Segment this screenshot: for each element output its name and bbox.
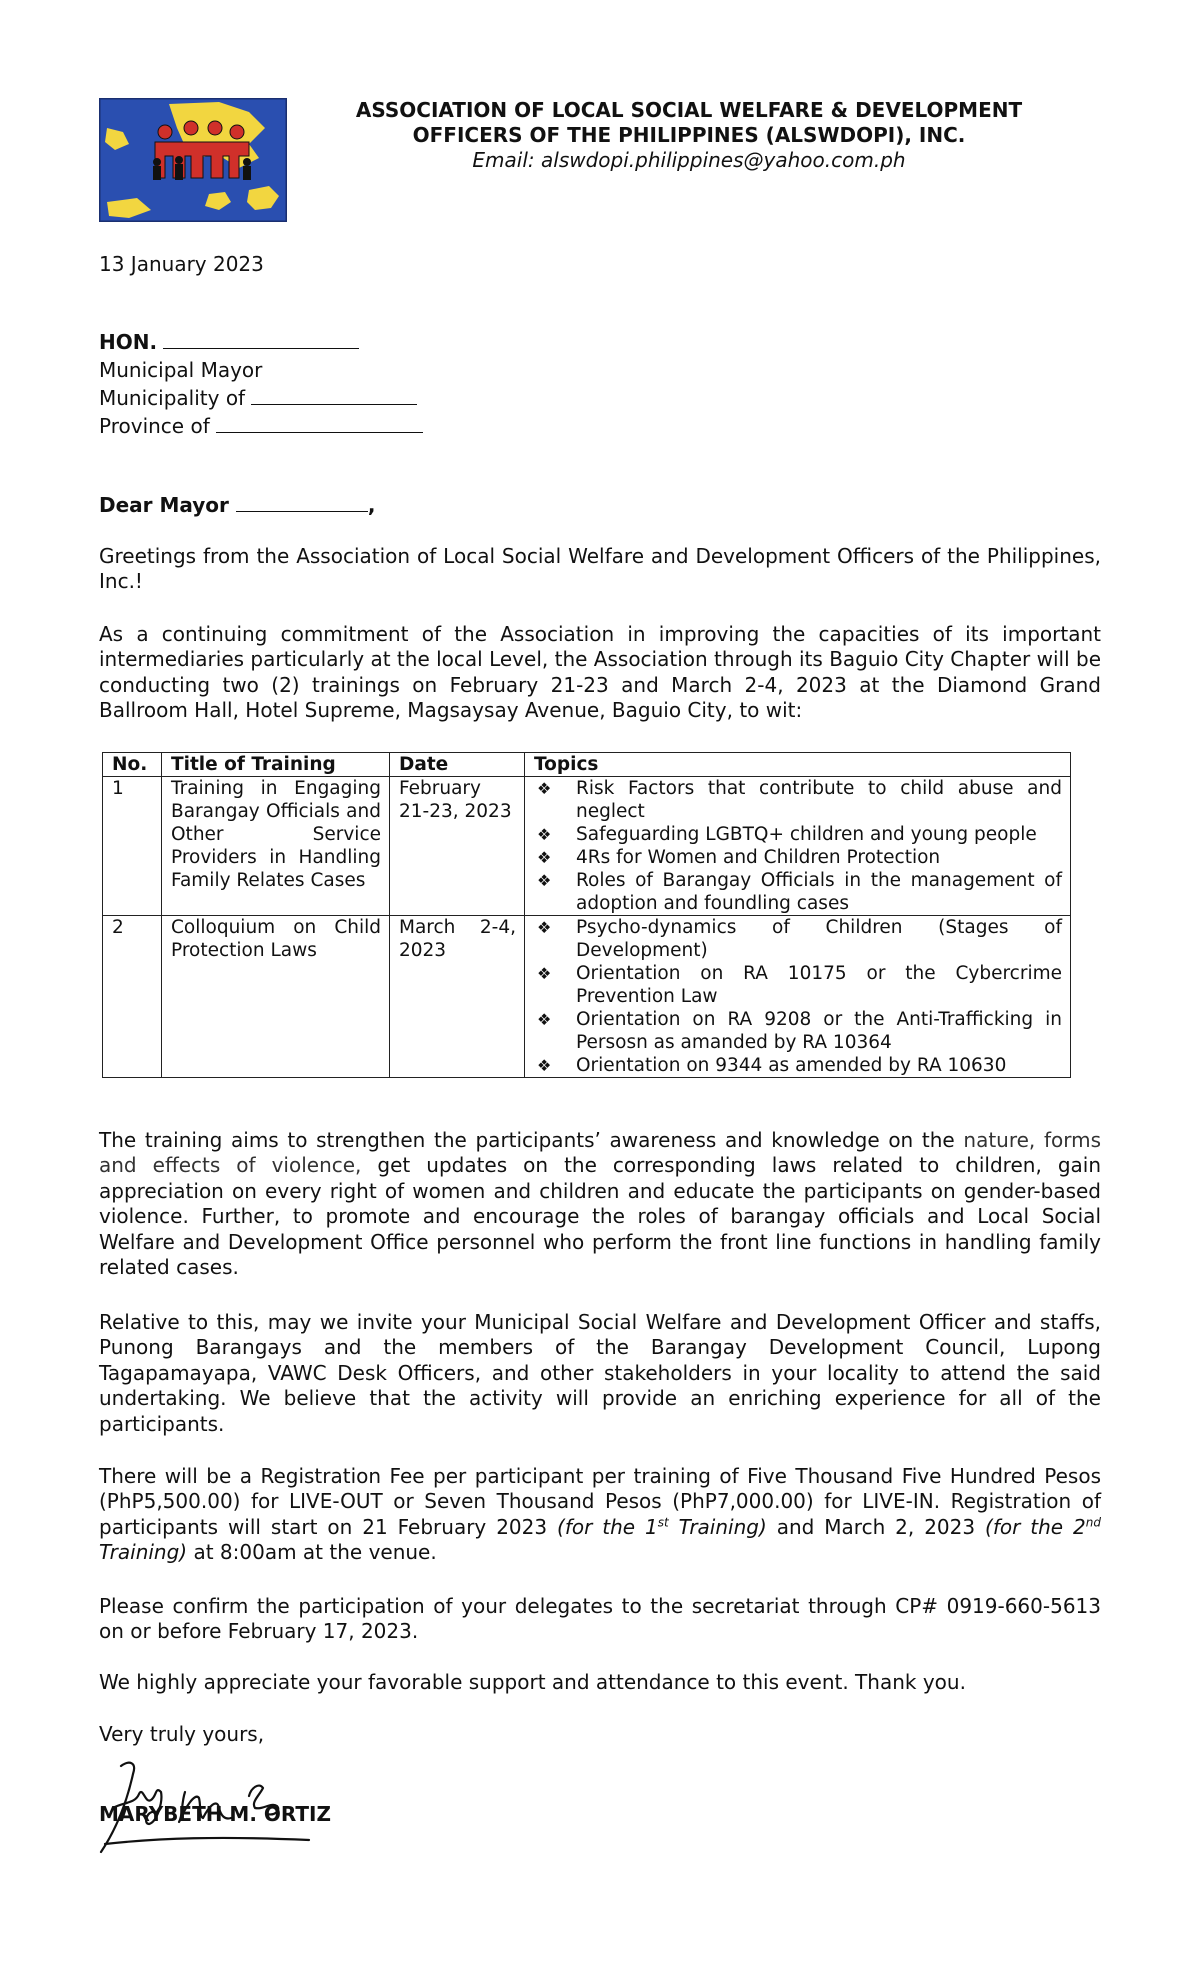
addressee-province-line xyxy=(99,412,423,440)
organization-email: Email: alswdopi.philippines@yahoo.com.ph xyxy=(472,148,906,172)
province-label: Province of xyxy=(99,414,210,438)
confirm-paragraph: Please confirm the participation of your delegates to the secretariat through CP# 0919-660-5613 on or before February 17, 2023. xyxy=(99,1594,1101,1644)
letterhead xyxy=(99,98,1101,224)
municipality-label: Municipality of xyxy=(99,386,246,410)
addressee-hon-line xyxy=(99,328,423,356)
table-row xyxy=(103,916,1071,1078)
topic-item: ❖ Orientation on 9344 as amended by RA 10630 xyxy=(534,1054,1062,1077)
hon-name-blank xyxy=(163,329,359,349)
row-title: Colloquium on Child Protection Laws xyxy=(162,916,390,1078)
fee-note-1-pre: (for the 1 xyxy=(557,1514,658,1539)
fee-note-1-post: Training) xyxy=(668,1514,767,1539)
aims-text-start: The training aims to strengthen the participants’ awareness and knowledge on the xyxy=(99,1128,964,1152)
intro-paragraph: As a continuing commitment of the Association in improving the capacities of its important intermediaries particularly at the local Level, the Association through its Baguio City Chapter will be conducting two (2) trainings on February 21-23 and March 2-4, 2023 at the Diamond Grand Ballroom Hall, Hotel Supreme, Magsaysay Avenue, Baguio City, to wit: xyxy=(99,622,1101,723)
fee-note-2-pre: (for the 2 xyxy=(985,1514,1086,1539)
invite-paragraph: Relative to this, may we invite your Municipal Social Welfare and Development Officer and staffs, Punong Barangays and the members of the Barangay Development Council, Lupong Tagapamayapa, VAWC Desk Officers, and other stakeholders in your locality to attend the said undertaking. We believe that the activity will provide an enriching experience for all of the participants. xyxy=(99,1310,1101,1436)
row-topics xyxy=(525,916,1071,1078)
fee-note-1-sup: st xyxy=(657,1515,669,1530)
addressee-hon: HON. xyxy=(99,330,158,354)
philippine-map-family-logo-icon xyxy=(99,98,287,222)
greeting-paragraph: Greetings from the Association of Local Social Welfare and Development Officers of the Philippines, Inc.! xyxy=(99,544,1101,594)
salutation-text: Dear Mayor xyxy=(99,493,229,517)
row-topics xyxy=(525,777,1071,916)
signer-name: MARYBETH M. ORTIZ xyxy=(99,1802,331,1826)
fee-text-3: at 8:00am at the venue. xyxy=(187,1540,437,1565)
organization-header xyxy=(269,98,1109,173)
row-no: 2 xyxy=(103,916,162,1078)
row-title: Training in Engaging Barangay Officials and Other Service Providers in Handling Family Relates Cases xyxy=(162,777,390,916)
thanks-paragraph: We highly appreciate your favorable support and attendance to this event. Thank you. xyxy=(99,1670,966,1694)
topic-item: ❖ Roles of Barangay Officials in the management of adoption and foundling cases xyxy=(534,869,1062,915)
mayor-name-blank xyxy=(236,492,368,512)
closing: Very truly yours, xyxy=(99,1722,265,1746)
topic-item: ❖ Psycho-dynamics of Children (Stages of Development) xyxy=(534,916,1062,962)
letter-date: 13 January 2023 xyxy=(99,252,264,276)
fee-first-training-note xyxy=(557,1515,767,1539)
organization-name-line-2: OFFICERS OF THE PHILIPPINES (ALSWDOPI), INC. xyxy=(412,123,966,147)
addressee-position: Municipal Mayor xyxy=(99,358,263,382)
row-date: March 2-4, 2023 xyxy=(390,916,525,1078)
organization-name-line-1: ASSOCIATION OF LOCAL SOCIAL WELFARE & DEVELOPMENT xyxy=(355,98,1023,122)
salutation-comma: , xyxy=(367,493,376,517)
fee-note-2-post: Training) xyxy=(99,1540,188,1565)
fee-note-2-sup: nd xyxy=(1085,1515,1101,1530)
fee-text-1: There will be a Registration Fee per participant per training of Five Thousand Five Hundred Pesos (PhP5,500.00) for LIVE-OUT or Seven Thousand Pesos (PhP7,000.00) for LIVE-IN. Registration of participants will start on 21 February 2023 xyxy=(99,1464,1101,1539)
header-date: Date xyxy=(390,753,525,777)
header-no: No. xyxy=(103,753,162,777)
topic-item: ❖ Orientation on RA 10175 or the Cybercrime Prevention Law xyxy=(534,962,1062,1008)
table-row xyxy=(103,777,1071,916)
aims-paragraph xyxy=(99,1128,1101,1280)
topic-item: ❖ 4Rs for Women and Children Protection xyxy=(534,846,1062,869)
municipality-blank xyxy=(251,385,417,405)
topic-list xyxy=(534,916,1062,1077)
province-blank xyxy=(216,413,423,433)
salutation xyxy=(99,492,376,518)
addressee-municipality-line xyxy=(99,384,423,412)
row-date: February 21-23, 2023 xyxy=(390,777,525,916)
training-schedule-table xyxy=(102,752,1071,1078)
row-no: 1 xyxy=(103,777,162,916)
registration-fee-paragraph xyxy=(99,1464,1101,1566)
aims-highlight: nature, forms and effects of violence, xyxy=(99,1128,1101,1178)
fee-text-2: and March 2, 2023 xyxy=(766,1514,986,1539)
addressee-block xyxy=(99,328,423,440)
topic-item: ❖ Risk Factors that contribute to child abuse and neglect xyxy=(534,777,1062,823)
header-title: Title of Training xyxy=(162,753,390,777)
header-topics: Topics xyxy=(525,753,1071,777)
aims-text-end: get updates on the corresponding laws related to children, gain appreciation on every right of women and children and educate the participants on gender-based violence. Further, to promote and encourage the roles of barangay officials and Local Social Welfare and Development Office personnel who perform the front line functions in handling family related cases. xyxy=(99,1153,1101,1279)
table-header-row xyxy=(103,753,1071,777)
topic-list xyxy=(534,777,1062,915)
topic-item: ❖ Safeguarding LGBTQ+ children and young people xyxy=(534,823,1062,846)
topic-item: ❖ Orientation on RA 9208 or the Anti-Trafficking in Persosn as amanded by RA 10364 xyxy=(534,1008,1062,1054)
